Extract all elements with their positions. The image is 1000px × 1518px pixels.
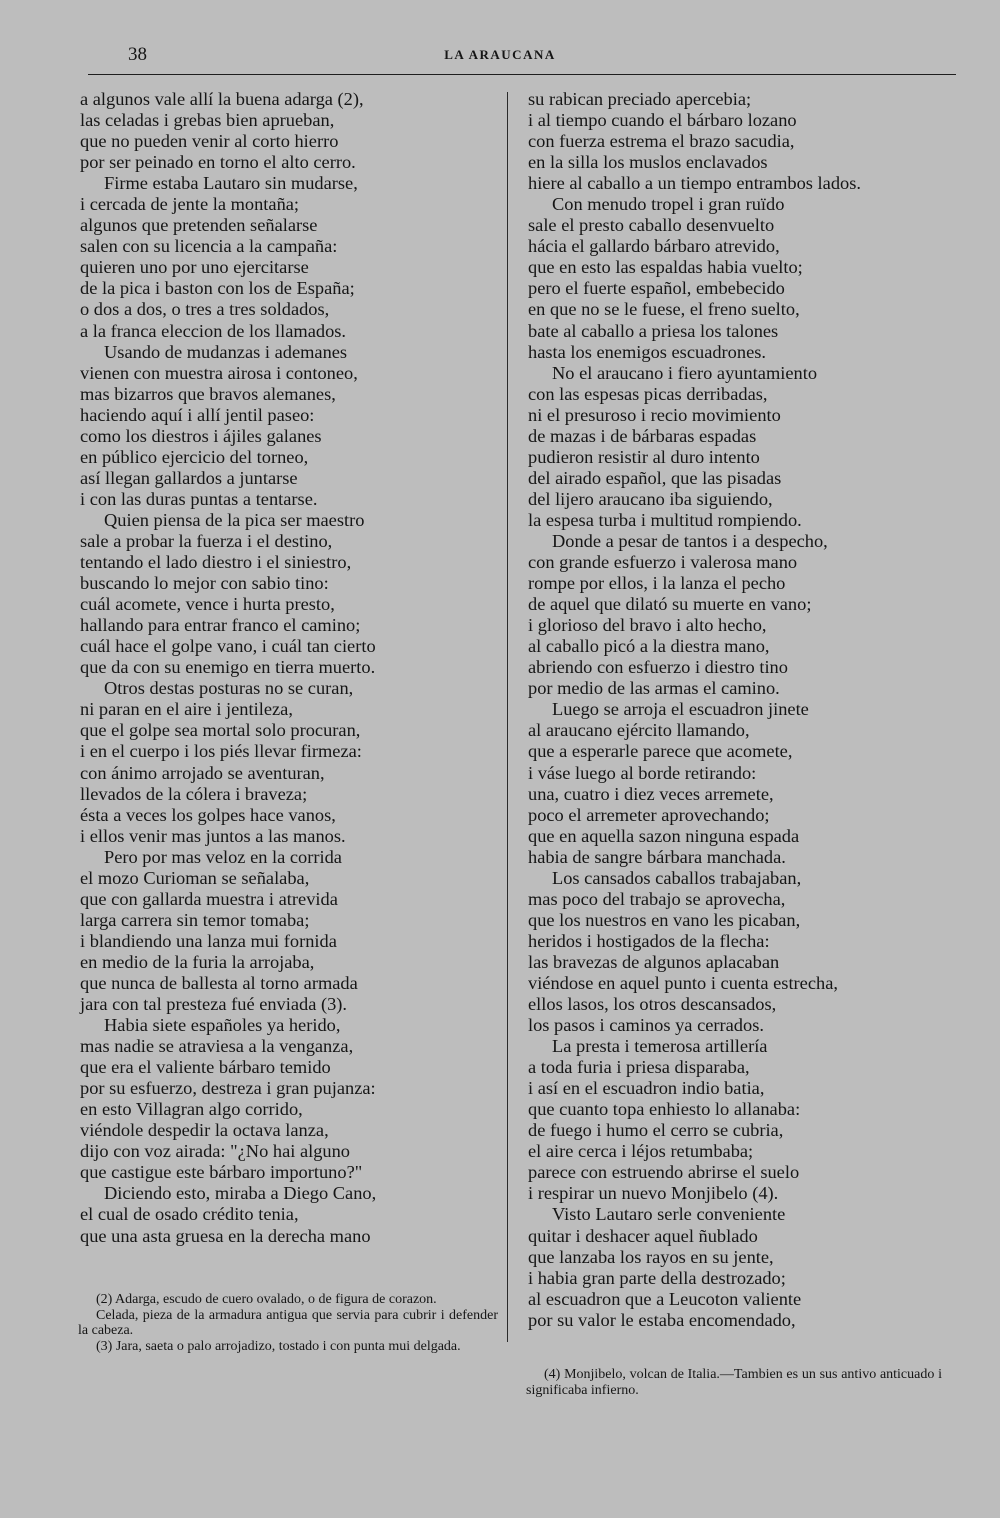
verse-line: larga carrera sin temor tomaba;: [80, 909, 310, 930]
verse-line: sale el presto caballo desenvuelto: [528, 215, 775, 236]
verse-line: ésta a veces los golpes hace vanos,: [80, 804, 336, 825]
verse-line: i ellos venir mas juntos a las manos.: [80, 825, 346, 846]
verse-line: en que no se le fuese, el freno suelto,: [528, 299, 800, 320]
verse-line: por ser peinado en torno el alto cerro.: [80, 152, 356, 173]
verse-line: que los nuestros en vano les picaban,: [528, 909, 801, 930]
verse-line: por su esfuerzo, destreza i gran pujanza:: [80, 1078, 376, 1099]
verse-line: que el golpe sea mortal solo procuran,: [80, 720, 361, 741]
column-rule: [507, 92, 508, 1342]
verse-line: por su valor le estaba encomendado,: [528, 1309, 796, 1330]
verse-line: heridos i hostigados de la flecha:: [528, 930, 770, 951]
verse-line: que a esperarle parece que acomete,: [528, 741, 793, 762]
verse-line: Luego se arroja el escuadron jinete: [552, 699, 809, 720]
verse-line: i con las duras puntas a tentarse.: [80, 488, 318, 509]
verse-line: mas bizarros que bravos alemanes,: [80, 383, 336, 404]
verse-line: en medio de la furia la arrojaba,: [80, 951, 315, 972]
verse-line: Otros destas posturas no se curan,: [104, 678, 354, 699]
verse-line: que da con su enemigo en tierra muerto.: [80, 657, 376, 678]
verse-line: viéndole despedir la octava lanza,: [80, 1120, 329, 1141]
verse-line: por medio de las armas el camino.: [528, 678, 780, 699]
verse-line: i glorioso del bravo i alto hecho,: [528, 615, 767, 636]
footnote: Celada, pieza de la armadura antigua que servia para cubrir i defender la cabeza.: [78, 1307, 498, 1338]
verse-line: bate al caballo a priesa los talones: [528, 320, 779, 341]
left-footnotes: [78, 1292, 498, 1354]
verse-line: i en el cuerpo i los piés llevar firmeza:: [80, 741, 362, 762]
verse-line: hasta los enemigos escuadrones.: [528, 341, 766, 362]
verse-line: habia de sangre bárbara manchada.: [528, 846, 786, 867]
footnote: (4) Monjibelo, volcan de Italia.—Tambien es un sus antivo anticuado i significaba infierno.: [526, 1367, 942, 1398]
verse-line: i al tiempo cuando el bárbaro lozano: [528, 110, 797, 131]
verse-line: que nunca de ballesta al torno armada: [80, 972, 358, 993]
verse-line: ni el presuroso i recio movimiento: [528, 404, 781, 425]
verse-line: las bravezas de algunos aplacaban: [528, 951, 780, 972]
verse-line: el mozo Curioman se señalaba,: [80, 867, 310, 888]
verse-line: Diciendo esto, miraba a Diego Cano,: [104, 1183, 377, 1204]
verse-line: Habia siete españoles ya herido,: [104, 1015, 341, 1036]
verse-line: que en esto las espaldas habia vuelto;: [528, 257, 803, 278]
verse-line: parece con estruendo abrirse el suelo: [528, 1162, 800, 1183]
verse-line: el aire cerca i léjos retumbaba;: [528, 1141, 754, 1162]
verse-line: algunos que pretenden señalarse: [80, 215, 318, 236]
left-column: [80, 89, 500, 1247]
right-column: [528, 89, 968, 1331]
verse-line: con ánimo arrojado se aventuran,: [80, 762, 325, 783]
verse-line: que con gallarda muestra i atrevida: [80, 888, 338, 909]
verse-line: a la franca eleccion de los llamados.: [80, 320, 347, 341]
verse-line: pero el fuerte español, embebecido: [528, 278, 785, 299]
verse-line: de fuego i humo el cerro se cubria,: [528, 1120, 784, 1141]
verse-line: rompe por ellos, i la lanza el pecho: [528, 573, 786, 594]
verse-line: Firme estaba Lautaro sin mudarse,: [104, 173, 358, 194]
verse-line: como los diestros i ájiles galanes: [80, 425, 322, 446]
running-title: LA ARAUCANA: [444, 47, 556, 62]
verse-line: que en aquella sazon ninguna espada: [528, 825, 800, 846]
verse-line: sale a probar la fuerza i el destino,: [80, 530, 333, 551]
verse-line: hiere al caballo a un tiempo entrambos lados.: [528, 173, 861, 194]
verse-line: hallando para entrar franco el camino;: [80, 615, 361, 636]
verse-line: mas nadie se atraviesa a la venganza,: [80, 1036, 354, 1057]
verse-line: Pero por mas veloz en la corrida: [104, 846, 342, 867]
verse-line: que una asta gruesa en la derecha mano: [80, 1225, 371, 1246]
verse-line: tentando el lado diestro i el siniestro,: [80, 552, 352, 573]
verse-line: o dos a dos, o tres a tres soldados,: [80, 299, 330, 320]
verse-line: Quien piensa de la pica ser maestro: [104, 509, 365, 530]
verse-line: del lijero araucano iba siguiendo,: [528, 488, 773, 509]
verse-line: Visto Lautaro serle conveniente: [552, 1204, 786, 1225]
verse-line: cuál acomete, vence i hurta presto,: [80, 594, 335, 615]
verse-line: al escuadron que a Leucoton valiente: [528, 1288, 802, 1309]
verse-line: que no pueden venir al corto hierro: [80, 131, 339, 152]
verse-line: Los cansados caballos trabajaban,: [552, 867, 802, 888]
page-number: 38: [128, 44, 147, 65]
verse-line: las celadas i grebas bien aprueban,: [80, 110, 335, 131]
verse-line: i respirar un nuevo Monjibelo (4).: [528, 1183, 779, 1204]
verse-line: al araucano ejército llamando,: [528, 720, 750, 741]
verse-line: en la silla los muslos enclavados: [528, 152, 768, 173]
verse-line: Donde a pesar de tantos i a despecho,: [552, 530, 828, 551]
verse-line: de la pica i baston con los de España;: [80, 278, 355, 299]
right-footnotes: [526, 1367, 942, 1398]
verse-line: jara con tal presteza fué enviada (3).: [80, 994, 348, 1015]
verse-line: que cuanto topa enhiesto lo allanaba:: [528, 1099, 801, 1120]
verse-line: al caballo picó a la diestra mano,: [528, 636, 770, 657]
verse-line: una, cuatro i diez veces arremete,: [528, 783, 774, 804]
verse-line: así llegan gallardos a juntarse: [80, 467, 298, 488]
verse-line: a toda furia i priesa disparaba,: [528, 1057, 750, 1078]
verse-line: en público ejercicio del torneo,: [80, 446, 309, 467]
verse-line: de aquel que dilató su muerte en vano;: [528, 594, 812, 615]
verse-line: cuál hace el golpe vano, i cuál tan cierto: [80, 636, 376, 657]
header-rule: [88, 74, 956, 75]
verse-line: quitar i deshacer aquel ñublado: [528, 1225, 758, 1246]
verse-line: llevados de la cólera i braveza;: [80, 783, 308, 804]
verse-line: i habia gran parte della destrozado;: [528, 1267, 786, 1288]
verse-line: La presta i temerosa artillería: [552, 1036, 768, 1057]
verse-line: el cual de osado crédito tenia,: [80, 1204, 299, 1225]
verse-line: No el araucano i fiero ayuntamiento: [552, 362, 818, 383]
verse-line: Usando de mudanzas i ademanes: [104, 341, 348, 362]
verse-line: con las espesas picas derribadas,: [528, 383, 768, 404]
footnote: (3) Jara, saeta o palo arrojadizo, tostado i con punta mui delgada.: [96, 1338, 461, 1354]
verse-line: dijo con voz airada: "¿No hai alguno: [80, 1141, 350, 1162]
verse-line: en esto Villagran algo corrido,: [80, 1099, 303, 1120]
verse-line: i blandiendo una lanza mui fornida: [80, 930, 337, 951]
verse-line: i váse luego al borde retirando:: [528, 762, 757, 783]
verse-line: pudieron resistir al duro intento: [528, 446, 760, 467]
verse-line: vienen con muestra airosa i contoneo,: [80, 362, 358, 383]
verse-line: hácia el gallardo bárbaro atrevido,: [528, 236, 780, 257]
verse-line: i cercada de jente la montaña;: [80, 194, 300, 215]
verse-line: haciendo aquí i allí jentil paseo:: [80, 404, 315, 425]
verse-line: buscando lo mejor con sabio tino:: [80, 573, 329, 594]
verse-line: Con menudo tropel i gran ruïdo: [552, 194, 785, 215]
verse-line: salen con su licencia a la campaña:: [80, 236, 338, 257]
verse-line: quieren uno por uno ejercitarse: [80, 257, 309, 278]
verse-line: del airado español, que las pisadas: [528, 467, 782, 488]
verse-line: a algunos vale allí la buena adarga (2),: [80, 89, 364, 109]
verse-line: ellos lasos, los otros descansados,: [528, 994, 777, 1015]
verse-line: que castigue este bárbaro importuno?": [80, 1162, 363, 1183]
verse-line: viéndose en aquel punto i cuenta estrecha,: [528, 972, 838, 993]
verse-line: con fuerza estrema el brazo sacudia,: [528, 131, 795, 152]
verse-line: i así en el escuadron indio batia,: [528, 1078, 765, 1099]
footnote: (2) Adarga, escudo de cuero ovalado, o de figura de corazon.: [96, 1292, 437, 1307]
verse-line: poco el arremeter aprovechando;: [528, 804, 770, 825]
verse-line: que lanzaba los rayos en su jente,: [528, 1246, 774, 1267]
verse-line: los pasos i caminos ya cerrados.: [528, 1015, 764, 1036]
verse-line: mas poco del trabajo se aprovecha,: [528, 888, 786, 909]
verse-line: la espesa turba i multitud rompiendo.: [528, 509, 802, 530]
verse-line: que era el valiente bárbaro temido: [80, 1057, 331, 1078]
verse-line: con grande esfuerzo i valerosa mano: [528, 552, 798, 573]
verse-line: de mazas i de bárbaras espadas: [528, 425, 757, 446]
verse-line: abriendo con esfuerzo i diestro tino: [528, 657, 788, 678]
verse-line: su rabican preciado apercebia;: [528, 89, 752, 109]
verse-line: ni paran en el aire i jentileza,: [80, 699, 293, 720]
